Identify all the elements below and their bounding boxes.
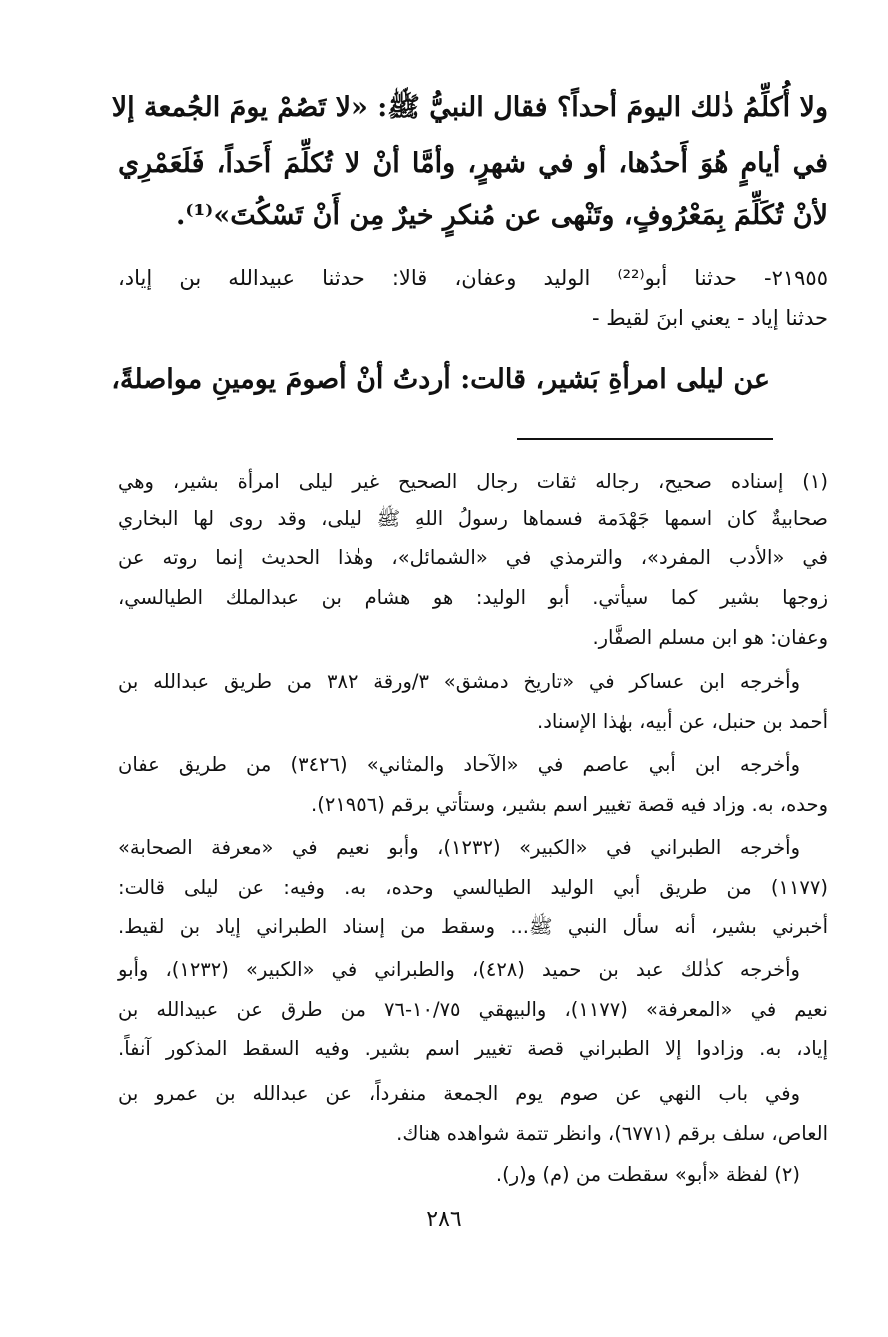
footnote-line-8: وأخرجه ابن أبي عاصم في «الآحاد والمثاني» (٣٤٢٦) من طريق عفان <box>118 753 800 776</box>
footnote-line-4: زوجها بشير كما سيأتي. أبو الوليد: هو هشام بن عبدالملك الطيالسي، <box>118 586 828 609</box>
hadith-header-line-1: ٢١٩٥٥- حدثنا أبو⁽²²⁾ الوليد وعفان، قالا: حدثنا عبيدالله بن إياد، <box>118 266 828 290</box>
page-number: ٢٨٦ <box>426 1207 462 1232</box>
main-text-line-3: لأنْ تُكَلِّمَ بِمَعْرُوفٍ، وتَنْهى عن مُنكرٍ خيرٌ مِن أَنْ تَسْكُتَ»⁽¹⁾. <box>176 200 828 231</box>
footnote-line-16: وفي باب النهي عن صوم يوم الجمعة منفرداً، عن عبدالله بن عمرو بن <box>118 1082 800 1105</box>
footnote-line-11: (١١٧٧) من طريق أبي الوليد الطيالسي وحده، به. وفيه: عن ليلى قالت: <box>118 876 828 899</box>
footnote-line-3: في «الأدب المفرد»، والترمذي في «الشمائل»، وهٰذا الحديث إنما روته عن <box>118 546 828 569</box>
footnote-line-14: نعيم في «المعرفة» (١١٧٧)، والبيهقي ١٠/٧٥-٧٦ من طرق عن عبيدالله بن <box>118 998 828 1021</box>
footnote-line-18: (٢) لفظة «أبو» سقطت من (م) و(ر). <box>495 1163 800 1186</box>
footnote-line-7: أحمد بن حنبل، عن أبيه، بهٰذا الإسناد. <box>537 710 828 733</box>
footnote-separator <box>517 438 773 440</box>
footnote-line-1: (١) إسناده صحيح، رجاله ثقات رجال الصحيح غير ليلى امرأة بشير، وهي <box>118 470 828 493</box>
footnote-line-12: أخبرني بشير، أنه سأل النبي ﷺ... وسقط من إسناد الطبراني إياد بن لقيط. <box>118 915 828 938</box>
hadith-matn: عن ليلى امرأةِ بَشير، قالت: أردتُ أنْ أصومَ يومينِ مواصلةً، <box>111 364 770 395</box>
footnote-line-2: صحابيةٌ كان اسمها جَهْدَمة فسماها رسولُ اللهِ ﷺ ليلى، وقد روى لها البخاري <box>118 507 828 530</box>
footnote-line-9: وحده، به. وزاد فيه قصة تغيير اسم بشير، وستأتي برقم (٢١٩٥٦). <box>311 793 828 816</box>
footnote-line-5: وعفان: هو ابن مسلم الصفَّار. <box>592 626 828 649</box>
hadith-header-line-2: حدثنا إياد - يعني ابنَ لقيط - <box>592 306 828 330</box>
main-text-line-1: ولا أُكلِّمُ ذٰلك اليومَ أحداً؟ فقال النبيُّ ﷺ: «لا تَصُمْ يومَ الجُمعة إلا <box>111 92 828 123</box>
footnote-line-15: إياد، به. وزادوا إلا الطبراني قصة تغيير اسم بشير. وفيه السقط المذكور آنفاً. <box>118 1037 828 1060</box>
footnote-line-6: وأخرجه ابن عساكر في «تاريخ دمشق» ٣/ورقة ٣٨٢ من طريق عبدالله بن <box>118 670 800 693</box>
footnote-line-10: وأخرجه الطبراني في «الكبير» (١٢٣٢)، وأبو نعيم في «معرفة الصحابة» <box>118 836 800 859</box>
main-text-line-2: في أيامٍ هُوَ أَحدُها، أو في شهرٍ، وأمَّا أنْ لا تُكلِّمَ أَحَداً، فَلَعَمْرِي <box>118 148 828 179</box>
footnote-line-13: وأخرجه كذٰلك عبد بن حميد (٤٢٨)، والطبراني في «الكبير» (١٢٣٢)، وأبو <box>118 958 800 981</box>
footnote-line-17: العاص، سلف برقم (٦٧٧١)، وانظر تتمة شواهده هناك. <box>396 1122 828 1145</box>
